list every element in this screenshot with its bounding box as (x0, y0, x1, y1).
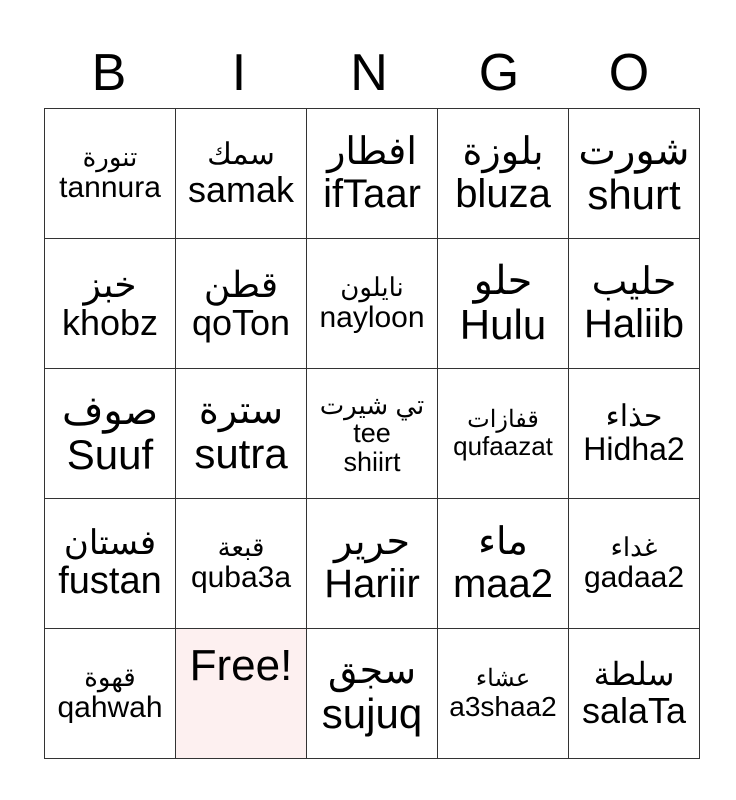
arabic-word: ماء (478, 520, 528, 563)
bingo-cell[interactable] (45, 239, 176, 369)
bingo-cell[interactable] (307, 499, 438, 629)
arabic-word: حرير (334, 520, 410, 563)
arabic-word: فستان (63, 523, 157, 562)
bingo-cell[interactable] (569, 629, 700, 759)
bingo-cell[interactable] (45, 499, 176, 629)
header-letter-o: O (608, 44, 650, 102)
bingo-cell[interactable] (307, 369, 438, 499)
grid-row (45, 499, 700, 629)
arabic-word: حليب (591, 260, 677, 303)
arabic-word: سترة (198, 389, 284, 432)
bingo-cell[interactable] (438, 109, 569, 239)
bingo-cell[interactable] (176, 239, 307, 369)
header-letter-n: N (350, 44, 388, 102)
transliteration: quba3a (190, 561, 292, 595)
bingo-cell[interactable] (569, 499, 700, 629)
bingo-cell[interactable] (569, 369, 700, 499)
bingo-cell[interactable] (569, 109, 700, 239)
grid-row (45, 239, 700, 369)
grid-row (45, 109, 700, 239)
arabic-word: شورت (578, 129, 690, 174)
arabic-word: حلو (473, 259, 533, 304)
arabic-word: سمك (207, 138, 275, 172)
transliteration: Haliib (583, 302, 685, 347)
arabic-word: خبز (83, 263, 137, 305)
transliteration: shurt (587, 171, 681, 219)
arabic-word: قبعة (217, 532, 265, 563)
arabic-word: تنورة (82, 142, 138, 173)
transliteration: Suuf (66, 431, 154, 479)
bingo-cell[interactable] (438, 369, 569, 499)
arabic-word: قفازات (467, 405, 539, 433)
bingo-cell[interactable] (176, 499, 307, 629)
transliteration: fustan (58, 560, 162, 603)
transliteration: tee shiirt (343, 418, 401, 477)
arabic-word: قطن (203, 263, 279, 305)
free-cell[interactable] (176, 629, 307, 759)
transliteration: qoTon (191, 302, 291, 344)
bingo-cell[interactable] (45, 629, 176, 759)
arabic-word: صوف (61, 389, 159, 434)
transliteration: qufaazat (453, 431, 553, 462)
transliteration: tannura (59, 171, 161, 205)
transliteration: Hidha2 (583, 431, 685, 468)
arabic-word: غداء (610, 532, 658, 563)
arabic-word: قهوة (84, 662, 136, 693)
transliteration: qahwah (57, 691, 163, 725)
transliteration: Hariir (324, 562, 420, 607)
header-letter-i: I (231, 44, 247, 102)
arabic-word: بلوزة (462, 130, 544, 173)
header-letter-b: B (91, 44, 127, 102)
transliteration: maa2 (452, 562, 554, 607)
bingo-cell[interactable] (176, 109, 307, 239)
arabic-word: افطار (327, 130, 417, 173)
grid-row (45, 629, 700, 759)
bingo-header (44, 40, 694, 106)
header-letter-g: G (478, 44, 520, 102)
bingo-cell[interactable] (307, 109, 438, 239)
bingo-cell[interactable] (45, 369, 176, 499)
bingo-cell[interactable] (569, 239, 700, 369)
transliteration: sutra (194, 430, 288, 478)
arabic-word: عشاء (475, 664, 531, 692)
bingo-cell[interactable] (45, 109, 176, 239)
bingo-cell[interactable] (176, 369, 307, 499)
transliteration: ifTaar (323, 172, 421, 217)
transliteration: gadaa2 (583, 561, 685, 595)
transliteration: nayloon (319, 301, 425, 335)
bingo-cell[interactable] (438, 629, 569, 759)
transliteration: bluza (455, 172, 551, 217)
arabic-word: سجق (327, 649, 417, 692)
arabic-word: نايلون (340, 272, 404, 303)
bingo-grid (44, 108, 700, 759)
bingo-cell[interactable] (307, 629, 438, 759)
arabic-word: حذاء (605, 400, 663, 434)
grid-row (45, 369, 700, 499)
transliteration: salaTa (581, 690, 687, 732)
transliteration: sujuq (321, 690, 423, 738)
transliteration: Hulu (459, 301, 547, 349)
transliteration: a3shaa2 (449, 691, 557, 722)
bingo-cell[interactable] (438, 499, 569, 629)
free-label: Free! (189, 641, 293, 690)
bingo-cell[interactable] (438, 239, 569, 369)
transliteration: samak (187, 169, 295, 211)
bingo-cell[interactable] (307, 239, 438, 369)
arabic-word: تي شيرت (319, 389, 425, 420)
transliteration: khobz (61, 302, 159, 344)
arabic-word: سلطة (593, 656, 675, 692)
